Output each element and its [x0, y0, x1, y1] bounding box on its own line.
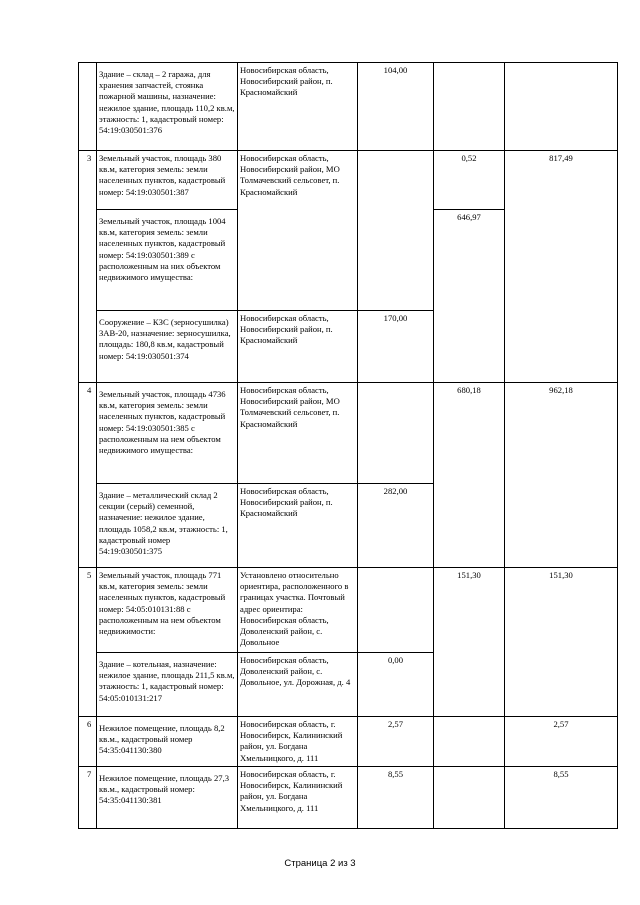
- value-cell-1: 8,55: [358, 767, 434, 829]
- total-cell: 817,49: [505, 151, 618, 383]
- table-row: [79, 717, 618, 767]
- table-row: [79, 151, 618, 210]
- value-cell-2: [434, 63, 505, 151]
- total-cell: 962,18: [505, 383, 618, 568]
- value-cell-1: [358, 568, 434, 653]
- value-cell-1: 104,00: [358, 63, 434, 151]
- value-cell-2: 151,30: [434, 568, 505, 717]
- value-cell-2: 646,97: [434, 210, 505, 383]
- property-table: [78, 62, 618, 829]
- page-number-footer: Страница 2 из 3: [284, 858, 356, 869]
- object-description-cell: Земельный участок, площадь 1004 кв.м, категория земель: земли населенных пунктов, кадастровый номер: 54:19:030501:389 с расположенным на них объектом недвижимого имущества:: [97, 210, 238, 311]
- value-cell-1: [358, 383, 434, 484]
- value-cell-1: [358, 151, 434, 311]
- object-description-cell: Земельный участок, площадь 380 кв.м, категория земель: земли населенных пунктов, кадастровый номер: 54:19:030501:387: [97, 151, 238, 210]
- table-row: [79, 383, 618, 484]
- value-cell-2: 0,52: [434, 151, 505, 210]
- value-cell-1: 282,00: [358, 484, 434, 568]
- total-cell: 8,55: [505, 767, 618, 829]
- address-cell: Новосибирская область, Доволенский район, с. Довольное, ул. Дорожная, д. 4: [238, 653, 358, 717]
- address-cell: Новосибирская область, Новосибирский район, п. Красномайский: [238, 63, 358, 151]
- row-number-cell: 3: [79, 151, 97, 383]
- row-number-cell: 5: [79, 568, 97, 717]
- object-description-cell: Земельный участок, площадь 771 кв.м, категория земель: земли населенных пунктов, кадастровый номер: 54:05:010131:88 с расположенным на нем объектом недвижимости:: [97, 568, 238, 653]
- object-description-cell: Земельный участок, площадь 4736 кв.м, категория земель: земли населенных пунктов, кадастровый номер: 54:19:030501:385 с расположенным на нем объектом недвижимого имущества:: [97, 383, 238, 484]
- total-cell: 151,30: [505, 568, 618, 717]
- object-description-cell: Здание – металлический склад 2 секции (серый) семенной, назначение: нежилое здание, площадь 1058,2 кв.м, этажность: 1, кадастровый номер 54:19:030501:375: [97, 484, 238, 568]
- object-description-cell: Нежилое помещение, площадь 27,3 кв.м., кадастровый номер: 54:35:041130:381: [97, 767, 238, 829]
- address-cell: Новосибирская область, Новосибирский район, МО Толмачевский сельсовет, п. Красномайский: [238, 151, 358, 311]
- address-cell: Новосибирская область, Новосибирский район, МО Толмачевский сельсовет, п. Красномайский: [238, 383, 358, 484]
- value-cell-1: 170,00: [358, 311, 434, 383]
- table-row: [79, 568, 618, 653]
- table-row: [79, 767, 618, 829]
- value-cell-1: 2,57: [358, 717, 434, 767]
- value-cell-2: [434, 767, 505, 829]
- row-number-cell: 6: [79, 717, 97, 767]
- address-cell: Новосибирская область, Новосибирский район, п. Красномайский: [238, 311, 358, 383]
- row-number-cell: 7: [79, 767, 97, 829]
- total-cell: [505, 63, 618, 151]
- address-cell: Новосибирская область, г. Новосибирск, Калининский район, ул. Богдана Хмельницкого, д. 111: [238, 717, 358, 767]
- object-description-cell: Нежилое помещение, площадь 8,2 кв.м., кадастровый номер 54:35:041130:380: [97, 717, 238, 767]
- total-cell: 2,57: [505, 717, 618, 767]
- address-cell: Новосибирская область, г. Новосибирск, Калининский район, ул. Богдана Хмельницкого, д. 111: [238, 767, 358, 829]
- object-description-cell: Сооружение – КЗС (зерносушилка) ЗАВ-20, назначение: зерносушилка, площадь: 180,8 кв.м, кадастровый номер: 54:19:030501:374: [97, 311, 238, 383]
- table-row: [79, 63, 618, 151]
- value-cell-1: 0,00: [358, 653, 434, 717]
- value-cell-2: [434, 717, 505, 767]
- address-cell: Установлено относительно ориентира, расположенного в границах участка. Почтовый адрес ориентира: Новосибирская область, Доволенский район, с. Довольное: [238, 568, 358, 653]
- row-number-cell: 4: [79, 383, 97, 568]
- address-cell: Новосибирская область, Новосибирский район, п. Красномайский: [238, 484, 358, 568]
- object-description-cell: Здание – котельная, назначение: нежилое здание, площадь 211,5 кв.м, этажность: 1, кадастровый номер: 54:05:010131:217: [97, 653, 238, 717]
- object-description-cell: Здание – склад – 2 гаража, для хранения запчастей, стоянка пожарной машины, назначение: нежилое здание, площадь 110,2 кв.м, этажность: 1, кадастровый номер: 54:19:030501:376: [97, 63, 238, 151]
- row-number-cell: [79, 63, 97, 151]
- value-cell-2: 680,18: [434, 383, 505, 568]
